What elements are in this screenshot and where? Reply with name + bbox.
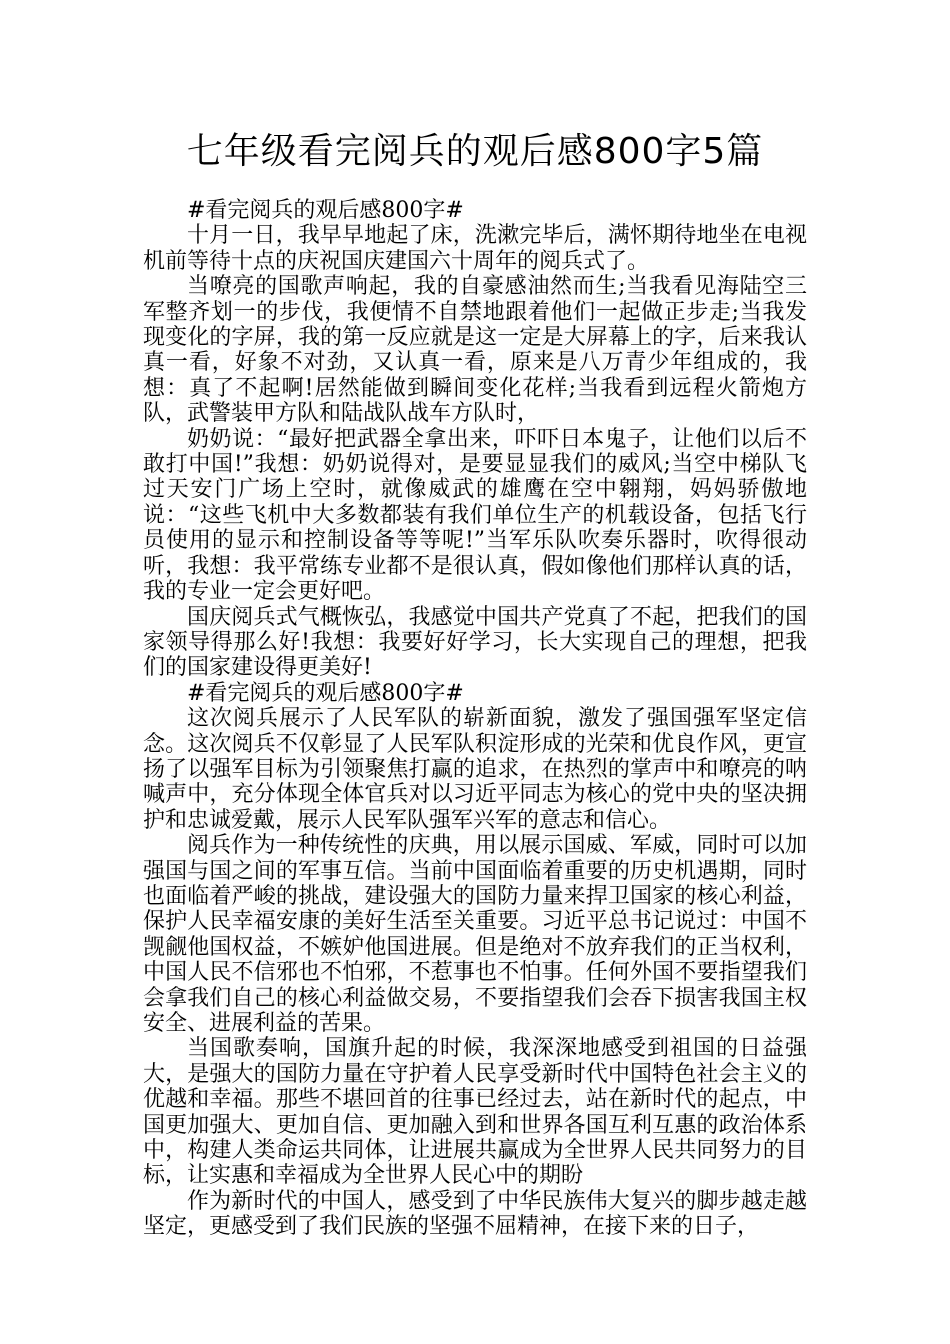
paragraph: 国庆阅兵式气概恢弘，我感觉中国共产党真了不起，把我们的国家领导得那么好!我想：我要好好学习，长大实现自己的理想，把我们的国家建设得更美好! (143, 604, 807, 681)
paragraph-section-marker: #看完阅兵的观后感800字# (187, 198, 464, 223)
document-title: 七年级看完阅兵的观后感800字5篇 (186, 131, 764, 172)
paragraph-section-marker: #看完阅兵的观后感800字# (187, 680, 464, 706)
paragraph: 当国歌奏响，国旗升起的时候，我深深地感受到祖国的日益强大，是强大的国防力量在守护着人民享受新时代中国特色社会主义的优越和幸福。那些不堪回首的往事已经过去，站在新时代的起点，中国更加强大、更加自信、更加融入到和世界各国互利互惠的政治体系中，构建人类命运共同体，让进展共赢成为全世界人民共同努力的目标，让实惠和幸福成为全世界人民心中的期盼 (143, 1036, 807, 1189)
paragraph: 当嘹亮的国歌声响起，我的自豪感油然而生;当我看见海陆空三军整齐划一的步伐，我便情不自禁地跟着他们一起做正步走;当我发现变化的字屏，我的第一反应就是这一定是大屏幕上的字，后来我认真一看，好象不对劲，又认真一看，原来是八万青少年组成的，我想：真了不起啊!居然能做到瞬间变化花样;当我看到远程火箭炮方队，武警装甲方队和陆战队战车方队时， (143, 274, 807, 427)
paragraph: 阅兵作为一种传统性的庆典，用以展示国威、军威，同时可以加强国与国之间的军事互信。当前中国面临着重要的历史机遇期，同时也面临着严峻的挑战，建设强大的国防力量来捍卫国家的核心利益，保护人民幸福安康的美好生活至关重要。习近平总书记说过：中国不觊觎他国权益，不嫉妒他国进展。但是绝对不放弃我们的正当权利，中国人民不信邪也不怕邪，不惹事也不怕事。任何外国不要指望我们会拿我们自己的核心利益做交易，不要指望我们会吞下损害我国主权安全、进展利益的苦果。 (143, 833, 807, 1036)
document-body (143, 198, 807, 1240)
paragraph: 十月一日，我早早地起了床，洗漱完毕后，满怀期待地坐在电视机前等待十点的庆祝国庆建国六十周年的阅兵式了。 (143, 223, 807, 274)
paragraph: 这次阅兵展示了人民军队的崭新面貌，激发了强国强军坚定信念。这次阅兵不仅彰显了人民军队积淀形成的光荣和优良作风，更宣扬了以强军目标为引领聚焦打赢的追求，在热烈的掌声中和嘹亮的呐喊声中，充分体现全体官兵对以习近平同志为核心的党中央的坚决拥护和忠诚爱戴，展示人民军队强军兴军的意志和信心。 (143, 706, 807, 833)
paragraph: 奶奶说：“最好把武器全拿出来，吓吓日本鬼子，让他们以后不敢打中国!”我想：奶奶说得对，是要显显我们的威风;当空中梯队飞过天安门广场上空时，就像威武的雄鹰在空中翱翔，妈妈骄傲地说：“这些飞机中大多数都装有我们单位生产的机载设备，包括飞行员使用的显示和控制设备等等呢!”当军乐队吹奏乐器时，吹得很动听，我想：我平常练专业都不是很认真，假如像他们那样认真的话，我的专业一定会更好吧。 (143, 426, 807, 605)
paragraph: 作为新时代的中国人，感受到了中华民族伟大复兴的脚步越走越坚定，更感受到了我们民族的坚强不屈精神，在接下来的日子， (143, 1188, 807, 1240)
